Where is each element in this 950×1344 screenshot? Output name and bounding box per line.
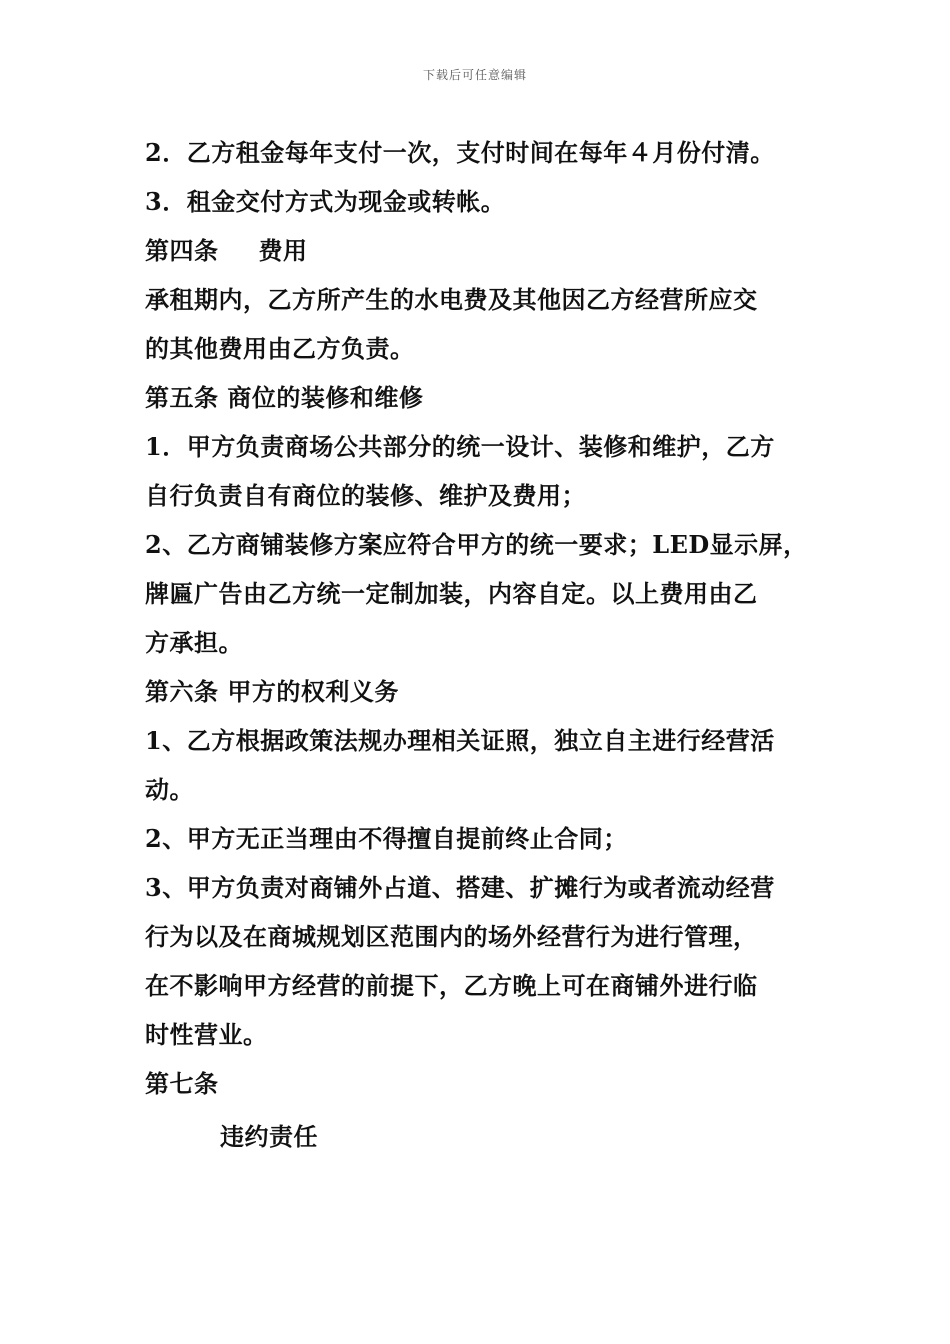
document-body	[145, 128, 808, 1161]
text-line: 在不影响甲方经营的前提下，乙方晚上可在商铺外进行临	[145, 971, 758, 1000]
text-line: 2、乙方商铺装修方案应符合甲方的统一要求；LED显示屏，	[145, 530, 808, 559]
article-heading: 第七条	[145, 1069, 219, 1098]
text-line: 承租期内，乙方所产生的水电费及其他因乙方经营所应交	[145, 285, 758, 314]
text-line: 2、甲方无正当理由不得擅自提前终止合同；	[145, 824, 628, 853]
article-title: 违约责任	[220, 1122, 318, 1151]
text-line: 行为以及在商城规划区范围内的场外经营行为进行管理，	[145, 922, 758, 951]
text-line: 2．乙方租金每年支付一次，支付时间在每年４月份付清。	[145, 138, 775, 167]
text-line: 牌匾广告由乙方统一定制加装，内容自定。以上费用由乙	[145, 579, 758, 608]
article-title: 费用	[258, 236, 308, 265]
text-line: 3、甲方负责对商铺外占道、搭建、扩摊行为或者流动经营	[145, 873, 775, 902]
article-heading: 第六条 甲方的权利义务	[145, 677, 399, 706]
text-line: 方承担。	[145, 628, 243, 657]
text-line: 动。	[145, 775, 194, 804]
article-heading	[145, 226, 805, 275]
text-line: 时性营业。	[145, 1020, 268, 1049]
article-heading: 第五条 商位的装修和维修	[145, 383, 424, 412]
text-line: 自行负责自有商位的装修、维护及费用；	[145, 481, 586, 510]
text-line: 1．甲方负责商场公共部分的统一设计、装修和维护，乙方	[145, 432, 775, 461]
text-line: 3．租金交付方式为现金或转帐。	[145, 187, 506, 216]
text-line: 的其他费用由乙方负责。	[145, 334, 415, 363]
article-number: 第四条	[145, 236, 219, 265]
page-header-note: 下载后可任意编辑	[422, 68, 527, 82]
text-line: 1、乙方根据政策法规办理相关证照，独立自主进行经营活	[145, 726, 775, 755]
